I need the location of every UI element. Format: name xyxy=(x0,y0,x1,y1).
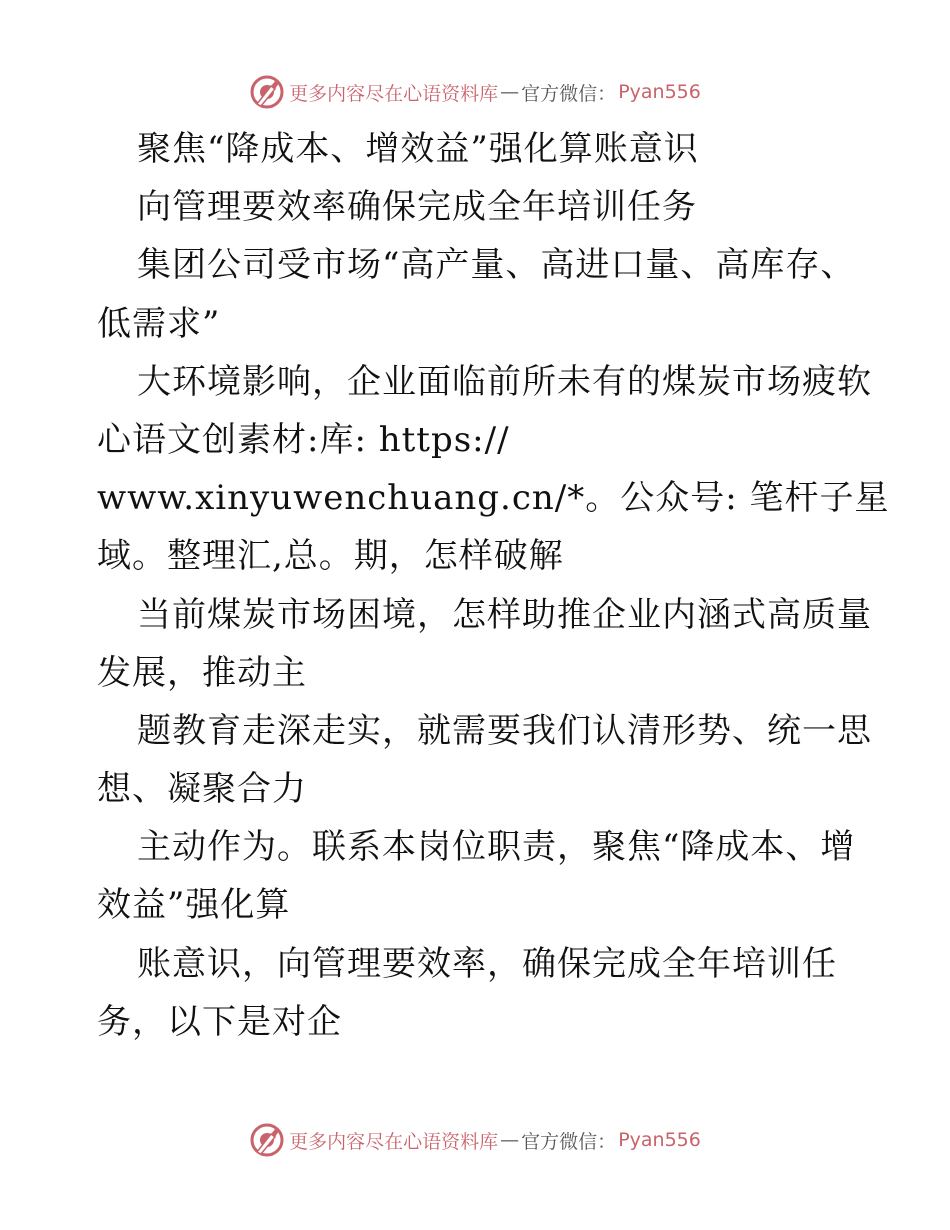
banner-wechat-id: Pyan556 xyxy=(618,81,701,103)
text-line: 题教育走深走实，就需要我们认清形势、统一思 xyxy=(137,710,872,751)
text-line: 集团公司受市场“高产量、高进口量、高库存、 xyxy=(137,245,856,286)
pen-logo-icon xyxy=(249,1122,285,1158)
banner-separator: — xyxy=(500,1129,520,1151)
title-line-1: 聚焦“降成本、增效益”强化算账意识 xyxy=(137,129,699,169)
text-line: 低需求” xyxy=(97,303,221,344)
banner-wechat-id: Pyan556 xyxy=(618,1129,701,1151)
text-line: 账意识，向管理要效率，确保完成全年培训任 xyxy=(137,943,837,984)
text-line: 当前煤炭市场困境，怎样助推企业内涵式高质量 xyxy=(137,594,872,635)
banner-wechat-label: 官方微信： xyxy=(521,82,617,105)
text-line: 想、凝聚合力 xyxy=(97,769,307,810)
banner-separator: — xyxy=(500,81,520,103)
text-line: 发展，推动主 xyxy=(97,652,307,693)
text-line: 务，以下是对企 xyxy=(97,1001,342,1042)
text-line: www.xinyuwenchuang.cn/*。公众号: 笔杆子星 xyxy=(97,478,890,519)
header-banner xyxy=(0,72,950,112)
banner-promo-text: 更多内容尽在心语资料库 xyxy=(289,82,499,105)
pen-logo-icon xyxy=(249,74,285,110)
text-line: 心语文创素材:库: https:// xyxy=(97,419,510,460)
text-line: 效益”强化算 xyxy=(97,885,291,926)
banner-promo-text: 更多内容尽在心语资料库 xyxy=(289,1130,499,1153)
banner-wechat-label: 官方微信： xyxy=(521,1130,617,1153)
text-line: 大环境影响，企业面临前所未有的煤炭市场疲软 xyxy=(137,361,872,402)
document-body xyxy=(97,120,890,1051)
text-line: 主动作为。联系本岗位职责，聚焦“降成本、增 xyxy=(137,827,856,868)
footer-banner xyxy=(0,1120,950,1160)
title-line-2: 向管理要效率确保完成全年培训任务 xyxy=(137,187,697,228)
text-line: 域。整理汇,总。期，怎样破解 xyxy=(97,536,564,577)
